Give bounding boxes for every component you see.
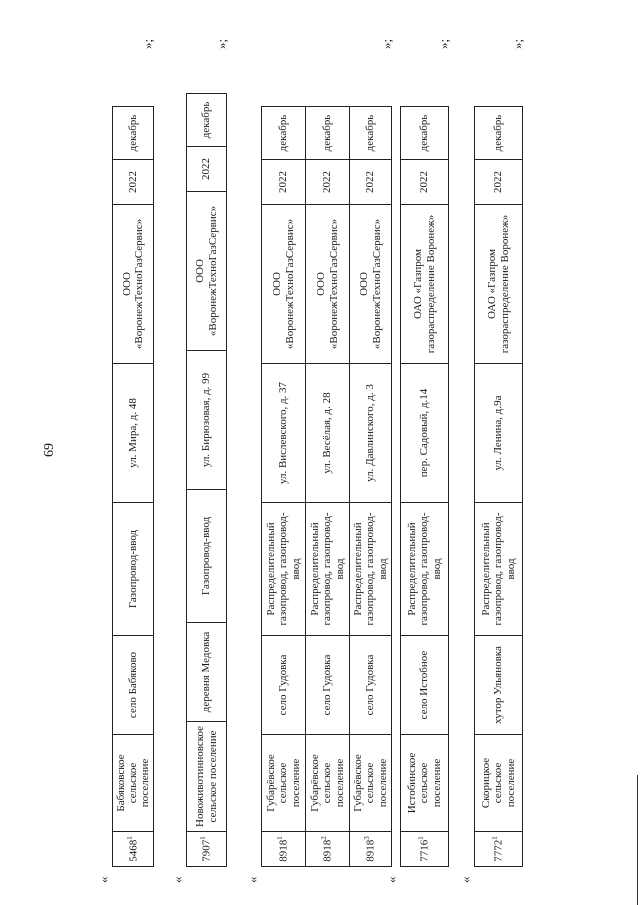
open-quote: « [384, 876, 399, 883]
row-id: 5468 [127, 839, 140, 862]
cell-year: 2022 [262, 160, 306, 205]
table-row [187, 93, 227, 866]
open-quote: « [458, 876, 473, 883]
open-quote: « [245, 876, 260, 883]
table-row [475, 107, 523, 867]
table-row [401, 107, 449, 867]
row-id-superscript: 1 [276, 836, 285, 840]
cell-number [306, 832, 350, 867]
cell-object-type: Распределительный газопровод, газопровод-ввод [306, 503, 350, 636]
cell-number [113, 832, 154, 867]
table-row [350, 107, 392, 867]
cell-year: 2022 [113, 160, 154, 205]
data-table [112, 106, 154, 867]
row-id-superscript: 1 [199, 836, 208, 840]
cell-address: пер. Садовый, д.14 [401, 364, 449, 503]
data-table [474, 106, 523, 867]
row-id-superscript: 1 [417, 836, 426, 840]
cell-number [401, 832, 449, 867]
cell-owner: ОАО «Газпром газораспределение Воронеж» [401, 205, 449, 364]
cell-object-type: Распределительный газопровод, газопровод-ввод [350, 503, 392, 636]
cell-settlement: Губарёвское сельское поселение [262, 735, 306, 832]
open-quote: « [170, 876, 185, 883]
cell-year: 2022 [401, 160, 449, 205]
cell-settlement: Губарёвское сельское поселение [350, 735, 392, 832]
table-row [306, 107, 350, 867]
cell-month: декабрь [262, 107, 306, 160]
cell-settlement: Новоживотинновское сельское поселение [187, 721, 227, 831]
cell-number [350, 832, 392, 867]
cell-object-type: Распределительный газопровод, газопровод-ввод [475, 503, 523, 636]
cell-month: декабрь [113, 107, 154, 160]
cell-address: ул. Мира, д. 48 [113, 364, 154, 503]
cell-locality: село Гудовка [262, 636, 306, 735]
row-id-superscript: 1 [491, 836, 500, 840]
cell-year: 2022 [350, 160, 392, 205]
page-number: 69 [42, 443, 57, 457]
cell-settlement: Скорицкое сельское поселение [475, 735, 523, 832]
cell-locality: деревня Медовка [187, 622, 227, 721]
cell-owner: ОАО «Газпром газораспределение Воронеж» [475, 205, 523, 364]
close-quote: »; [510, 38, 525, 49]
close-quote: »; [436, 38, 451, 49]
cell-locality: село Истобное [401, 636, 449, 735]
cell-object-type: Газопровод-ввод [113, 503, 154, 636]
cell-month: декабрь [187, 93, 227, 146]
row-id-superscript: 1 [125, 836, 134, 840]
data-table [186, 93, 227, 867]
close-quote: »; [214, 38, 229, 49]
cell-year: 2022 [187, 146, 227, 191]
cell-settlement: Истобинское сельское поселение [401, 735, 449, 832]
cell-month: декабрь [306, 107, 350, 160]
cell-object-type: Распределительный газопровод, газопровод-ввод [262, 503, 306, 636]
cell-number [475, 832, 523, 867]
row-id-superscript: 3 [363, 836, 372, 840]
table-row [262, 107, 306, 867]
cell-address: ул. Вислевского, д. 37 [262, 364, 306, 503]
cell-address: ул. Ленина, д.9а [475, 364, 523, 503]
cell-owner: ООО «ВоронежТехноГазСервис» [262, 205, 306, 364]
cell-object-type: Распределительный газопровод, газопровод-ввод [401, 503, 449, 636]
data-table [261, 106, 392, 867]
open-quote: « [96, 876, 111, 883]
row-id-superscript: 2 [320, 836, 329, 840]
close-quote: »; [379, 38, 394, 49]
close-quote: »; [140, 38, 155, 49]
cell-number [262, 832, 306, 867]
cell-number [187, 832, 227, 867]
cell-owner: ООО «ВоронежТехноГазСервис» [306, 205, 350, 364]
cell-year: 2022 [475, 160, 523, 205]
cell-month: декабрь [401, 107, 449, 160]
cell-locality: село Гудовка [350, 636, 392, 735]
row-id: 8918 [277, 839, 290, 862]
cell-owner: ООО «ВоронежТехноГазСервис» [187, 191, 227, 350]
row-id: 7907 [200, 839, 213, 862]
cell-settlement: Бабяковское сельское поселение [113, 735, 154, 832]
data-table [400, 106, 449, 867]
row-id: 8918 [364, 839, 377, 862]
cell-owner: ООО «ВоронежТехноГазСервис» [113, 205, 154, 364]
cell-month: декабрь [475, 107, 523, 160]
cell-owner: ООО «ВоронежТехноГазСервис» [350, 205, 392, 364]
cell-month: декабрь [350, 107, 392, 160]
footnote-rule [637, 775, 638, 905]
cell-locality: село Гудовка [306, 636, 350, 735]
cell-locality: село Бабяково [113, 636, 154, 735]
cell-address: ул. Давлинского, д. 3 [350, 364, 392, 503]
cell-address: ул. Бирюзовая, д. 99 [187, 350, 227, 489]
cell-locality: хутор Ульяновка [475, 636, 523, 735]
cell-year: 2022 [306, 160, 350, 205]
table-row [113, 107, 154, 867]
row-id: 8918 [321, 839, 334, 862]
cell-settlement: Губарёвское сельское поселение [306, 735, 350, 832]
cell-object-type: Газопровод-ввод [187, 489, 227, 622]
cell-address: ул. Весёлая, д. 28 [306, 364, 350, 503]
row-id: 7716 [418, 839, 431, 862]
row-id: 7772 [492, 839, 505, 862]
